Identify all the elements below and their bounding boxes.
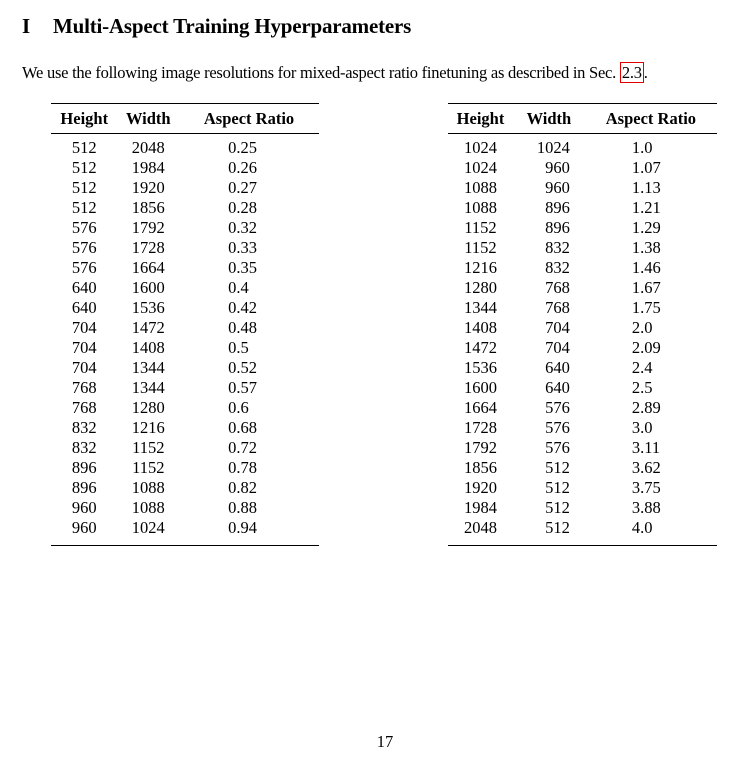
cell-width: 576 — [545, 418, 570, 437]
cell-height: 704 — [71, 338, 97, 357]
cell-height: 1152 — [464, 238, 497, 257]
cell-width: 640 — [545, 358, 570, 377]
section-title: Multi-Aspect Training Hyperparameters — [53, 14, 412, 38]
cell-aspect-ratio: 0.72 — [228, 438, 257, 457]
table-row — [51, 418, 319, 438]
cell-height: 1984 — [463, 498, 497, 517]
table-row — [51, 338, 319, 358]
table-row — [448, 134, 717, 159]
table-row — [51, 358, 319, 378]
table-row — [448, 358, 717, 378]
cell-aspect-ratio: 0.26 — [228, 158, 257, 177]
cell-height: 1408 — [463, 318, 497, 337]
cell-width: 512 — [545, 458, 570, 477]
cell-aspect-ratio: 0.5 — [228, 338, 249, 357]
cell-width: 960 — [545, 178, 570, 197]
cell-aspect-ratio: 0.94 — [228, 518, 257, 537]
header-aspect-ratio: Aspect Ratio — [203, 108, 295, 128]
table-row — [448, 178, 717, 198]
cell-height: 896 — [71, 458, 97, 477]
cell-width: 576 — [545, 398, 570, 417]
table-row — [51, 238, 319, 258]
cell-height: 768 — [71, 398, 97, 417]
cell-aspect-ratio: 2.4 — [631, 358, 653, 377]
table-row — [448, 478, 717, 498]
table-row — [51, 458, 319, 478]
table-row — [448, 198, 717, 218]
table-body — [51, 134, 319, 546]
header-height: Height — [60, 108, 109, 128]
cell-height: 576 — [71, 218, 97, 237]
table-row — [448, 338, 717, 358]
cell-height: 960 — [71, 518, 97, 537]
cell-aspect-ratio: 0.32 — [228, 218, 257, 237]
cell-height: 1856 — [463, 458, 497, 477]
cell-height: 1472 — [463, 338, 497, 357]
cell-height: 1280 — [463, 278, 497, 297]
cell-aspect-ratio: 0.52 — [228, 358, 257, 377]
table-header-row — [51, 104, 319, 134]
cell-height: 640 — [71, 278, 97, 297]
cell-width: 704 — [545, 338, 570, 357]
cell-aspect-ratio: 1.29 — [631, 218, 661, 237]
cell-height: 768 — [71, 378, 97, 397]
section-heading — [22, 14, 411, 39]
resolution-table-left — [51, 103, 319, 546]
cell-height: 1728 — [463, 418, 497, 437]
table-row — [448, 158, 717, 178]
table-row — [448, 278, 717, 298]
cell-aspect-ratio: 2.5 — [631, 378, 653, 397]
cell-width: 768 — [545, 278, 570, 297]
cell-aspect-ratio: 3.11 — [631, 438, 661, 457]
table-row — [448, 218, 717, 238]
cell-height: 1344 — [463, 298, 497, 317]
table-row — [51, 198, 319, 218]
header-height: Height — [456, 108, 505, 128]
cell-height: 1600 — [463, 378, 497, 397]
cell-aspect-ratio: 0.6 — [228, 398, 249, 417]
cell-aspect-ratio: 0.68 — [228, 418, 257, 437]
cell-width: 832 — [545, 258, 570, 277]
cell-height: 1920 — [463, 478, 497, 497]
cell-aspect-ratio: 1.13 — [631, 178, 661, 197]
cell-width: 1664 — [131, 258, 165, 277]
cell-width: 1600 — [131, 278, 165, 297]
cell-width: 1024 — [131, 518, 165, 537]
table-row — [51, 478, 319, 498]
cell-aspect-ratio: 1.07 — [631, 158, 661, 177]
table-row — [51, 158, 319, 178]
cell-aspect-ratio: 2.89 — [631, 398, 661, 417]
header-width: Width — [526, 108, 572, 128]
cell-width: 1920 — [131, 178, 165, 197]
cell-width: 1088 — [131, 478, 165, 497]
table-row — [51, 218, 319, 238]
cell-width: 2048 — [131, 138, 165, 157]
table-header-row — [448, 104, 717, 134]
table-row — [51, 398, 319, 418]
table-row — [448, 318, 717, 338]
cell-height: 1088 — [463, 178, 497, 197]
intro-trailing: . — [643, 63, 648, 82]
cell-width: 1792 — [131, 218, 165, 237]
table-row — [448, 418, 717, 438]
cell-aspect-ratio: 0.57 — [228, 378, 257, 397]
cell-width: 512 — [545, 498, 570, 517]
cell-width: 1344 — [131, 358, 165, 377]
cell-aspect-ratio: 0.78 — [228, 458, 257, 477]
table-row — [51, 378, 319, 398]
cell-aspect-ratio: 4.0 — [631, 518, 653, 537]
table-row — [51, 318, 319, 338]
table-row — [448, 378, 717, 398]
cell-aspect-ratio: 3.62 — [631, 458, 661, 477]
table-row — [448, 438, 717, 458]
table-row — [448, 258, 717, 278]
table-row — [448, 298, 717, 318]
cell-width: 832 — [545, 238, 570, 257]
cell-aspect-ratio: 1.21 — [631, 198, 661, 217]
page-number: 17 — [376, 732, 394, 751]
cell-width: 1088 — [131, 498, 165, 517]
intro-text: We use the following image resolutions for mixed-aspect ratio finetuning as described in Sec. — [22, 63, 620, 82]
table-row — [51, 438, 319, 458]
table-row — [51, 298, 319, 318]
cell-width: 768 — [545, 298, 570, 317]
header-width: Width — [125, 108, 171, 128]
cell-aspect-ratio: 0.48 — [228, 318, 257, 337]
cell-height: 704 — [71, 358, 97, 377]
cell-aspect-ratio: 3.0 — [631, 418, 653, 437]
cell-aspect-ratio: 0.4 — [228, 278, 249, 297]
cell-height: 576 — [71, 238, 97, 257]
cell-height: 1664 — [463, 398, 497, 417]
cell-aspect-ratio: 2.09 — [631, 338, 661, 357]
cell-width: 1856 — [131, 198, 165, 217]
cell-width: 512 — [545, 518, 570, 537]
cell-width: 512 — [545, 478, 570, 497]
cell-height: 1536 — [463, 358, 497, 377]
cell-height: 832 — [71, 438, 97, 457]
cell-width: 896 — [545, 218, 570, 237]
cell-height: 704 — [71, 318, 97, 337]
cell-height: 640 — [71, 298, 97, 317]
cell-height: 1024 — [463, 138, 497, 157]
cell-height: 896 — [71, 478, 97, 497]
cell-height: 832 — [71, 418, 97, 437]
table-row — [51, 178, 319, 198]
cell-aspect-ratio: 1.46 — [631, 258, 661, 277]
cell-aspect-ratio: 1.0 — [631, 138, 653, 157]
cell-height: 512 — [71, 138, 97, 157]
table-row — [51, 134, 319, 159]
cell-width: 960 — [545, 158, 570, 177]
table-row — [448, 398, 717, 418]
cell-aspect-ratio: 0.88 — [228, 498, 257, 517]
cell-width: 1344 — [131, 378, 165, 397]
cell-aspect-ratio: 0.35 — [228, 258, 257, 277]
table-row — [448, 518, 717, 546]
cell-width: 896 — [545, 198, 570, 217]
table-row — [448, 498, 717, 518]
cell-aspect-ratio: 3.88 — [631, 498, 661, 517]
table-row — [51, 278, 319, 298]
cell-width: 704 — [545, 318, 570, 337]
cell-aspect-ratio: 1.75 — [631, 298, 661, 317]
cell-aspect-ratio: 2.0 — [631, 318, 653, 337]
cell-height: 1088 — [463, 198, 497, 217]
cell-aspect-ratio: 0.33 — [228, 238, 257, 257]
cell-aspect-ratio: 1.67 — [631, 278, 661, 297]
cell-width: 1024 — [536, 138, 570, 157]
cell-width: 1152 — [132, 438, 165, 457]
cell-width: 1280 — [131, 398, 165, 417]
cell-height: 512 — [71, 198, 97, 217]
cell-aspect-ratio: 0.82 — [228, 478, 257, 497]
cell-height: 1216 — [463, 258, 497, 277]
cell-height: 1792 — [463, 438, 497, 457]
cell-width: 1408 — [131, 338, 165, 357]
cell-aspect-ratio: 3.75 — [631, 478, 661, 497]
cell-width: 1728 — [131, 238, 165, 257]
cell-aspect-ratio: 0.28 — [228, 198, 257, 217]
table-row — [51, 518, 319, 546]
table-row — [448, 458, 717, 478]
cell-aspect-ratio: 0.27 — [228, 178, 257, 197]
cell-height: 2048 — [463, 518, 497, 537]
table-body — [448, 134, 717, 546]
table-row — [51, 498, 319, 518]
cell-height: 512 — [71, 178, 97, 197]
section-number: I — [22, 14, 30, 38]
cell-height: 576 — [71, 258, 97, 277]
cell-height: 1024 — [463, 158, 497, 177]
header-aspect-ratio: Aspect Ratio — [605, 108, 697, 128]
cell-width: 640 — [545, 378, 570, 397]
cell-height: 1152 — [464, 218, 497, 237]
intro-paragraph — [22, 62, 648, 83]
cell-width: 1152 — [132, 458, 165, 477]
table-row — [448, 238, 717, 258]
cell-width: 1536 — [131, 298, 165, 317]
cell-height: 512 — [71, 158, 97, 177]
cell-width: 576 — [545, 438, 570, 457]
cell-aspect-ratio: 1.38 — [631, 238, 661, 257]
cell-aspect-ratio: 0.25 — [228, 138, 257, 157]
section-reference-link[interactable]: 2.3 — [621, 63, 642, 82]
resolution-table-right — [448, 103, 717, 546]
table-row — [51, 258, 319, 278]
cell-height: 960 — [71, 498, 97, 517]
cell-width: 1472 — [131, 318, 165, 337]
cell-width: 1216 — [131, 418, 165, 437]
cell-aspect-ratio: 0.42 — [228, 298, 257, 317]
cell-width: 1984 — [131, 158, 165, 177]
